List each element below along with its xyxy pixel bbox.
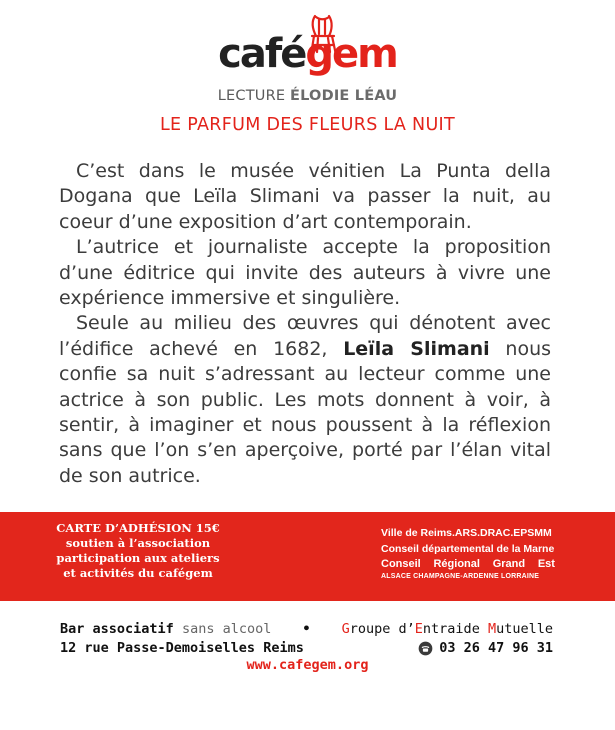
gem-initial: G — [341, 621, 350, 637]
kicker-author: ÉLODIE LÉAU — [290, 88, 398, 104]
membership-card-info — [48, 521, 228, 581]
partner-line-4: ALSACE CHAMPAGNE-ARDENNE LORRAINE — [381, 573, 540, 580]
paragraph-1: C’est dans le musée vénitien La Punta della Dogana que Leïla Slimani va passer la nuit, au coeur d’une exposition d’art contemporain. — [59, 160, 551, 233]
membership-line-3: participation aux ateliers — [56, 551, 220, 565]
partners — [381, 526, 555, 582]
footer-row-1 — [60, 620, 553, 639]
kicker — [0, 88, 615, 104]
membership-line-2: soutien à l’association — [65, 536, 211, 550]
paragraph-2: L’autrice et journaliste accepte la proposition d’une éditrice qui invite des auteurs à vivre une expérience immersive et singulière. — [59, 236, 551, 310]
logo-gem: gem — [305, 31, 397, 77]
gem-part: ntraide — [422, 621, 488, 637]
partner-line-3 — [381, 557, 555, 572]
footer — [60, 620, 553, 658]
bar-detail: sans alcool — [181, 621, 272, 637]
bar-label: Bar associatif — [60, 621, 174, 637]
paragraph-3 — [59, 311, 551, 489]
kicker-prefix: LECTURE — [217, 88, 286, 104]
logo-cafe: café — [218, 31, 306, 77]
gem-initial: E — [414, 621, 423, 637]
logo — [0, 14, 615, 77]
partner-line-2: Conseil départemental de la Marne — [381, 543, 555, 555]
partner-word: Conseil — [381, 558, 421, 570]
partner-word: Grand — [492, 558, 526, 570]
phone-icon — [418, 641, 433, 656]
chair-icon — [305, 14, 343, 56]
membership-price: CARTE D’ADHÉSION 15€ — [56, 521, 220, 535]
phone — [418, 639, 553, 658]
gem-part: roupe d’ — [349, 621, 415, 637]
page-title: LE PARFUM DES FLEURS LA NUIT — [159, 115, 456, 135]
phone-number: 03 26 47 96 31 — [439, 640, 553, 656]
partner-word: Est — [537, 558, 555, 570]
gem-initial: M — [487, 621, 497, 637]
gem-part: utuelle — [496, 621, 553, 637]
partner-word: Régional — [433, 558, 480, 570]
review-text — [59, 159, 551, 489]
author-name: Leïla Slimani — [343, 337, 490, 360]
paragraph-3-start: Seule au milieu des œuvres qui dénotent avec l’édifice achevé en 1682, — [59, 312, 551, 360]
separator-bullet: • — [302, 621, 311, 637]
paragraph-3-end: nous confie sa nuit s’adressant au lecteur comme une actrice à son public. Les mots donnent à voir, à sentir, à imaginer et nous poussent à la réflexion sans que l’on s’en aperçoive, porté par l’élan vital de son autrice. — [59, 337, 552, 487]
website-link[interactable]: www.cafegem.org — [246, 657, 369, 673]
address: 12 rue Passe-Demoiselles Reims — [60, 640, 304, 656]
membership-line-4: et activités du cafégem — [63, 566, 213, 580]
membership-band — [0, 512, 615, 601]
partner-line-1: Ville de Reims.ARS.DRAC.EPSMM — [381, 527, 552, 539]
footer-row-2 — [60, 639, 553, 658]
gem-name — [342, 620, 553, 639]
bar-info — [60, 620, 271, 639]
